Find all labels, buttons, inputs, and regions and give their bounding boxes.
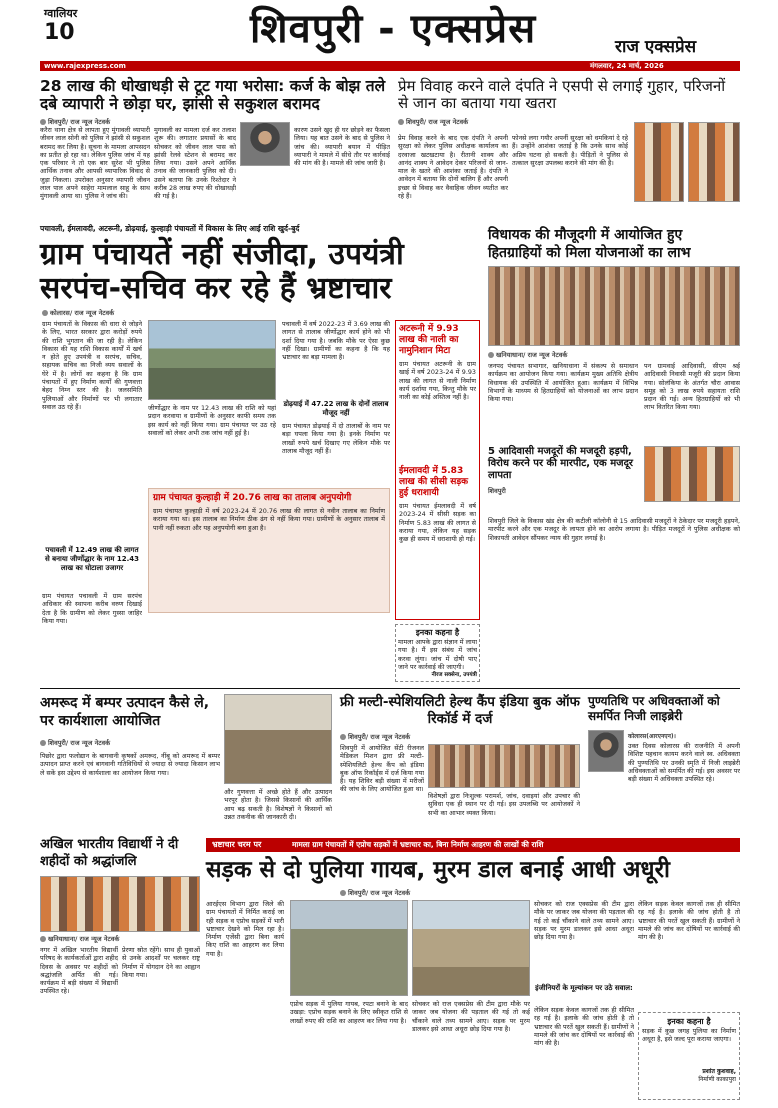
health-col1: शिवपुरी में आयोजित सेंटी रीजनल मेडिकल मिशन द्वारा फ्री मल्टी-स्पेशियलिटी हेल्थ कैंप को इंडिया बुक ऑफ रिकॉर्ड्स में दर्ज किया गया है। यह शिविर बड़ी संख्या में मरीजों की जांच के लिए आयोजित हुआ था। [340, 744, 424, 794]
martyrs-col1: नगर में अखिल भारतीय विद्यार्थी परिषद के कार्यकर्ताओं द्वारा शहीद दिवस के अवसर पर शहीदों को श्रद्धांजलि अर्पित की गई। कार्यक्रम में बड़ी संख्या में विद्यार्थी उपस्थित रहे। [40, 946, 118, 996]
divider [40, 688, 740, 689]
roads-byline-text: शिवपुरी/ राज न्यूज नेटवर्क [348, 889, 411, 897]
panchayat-col1: ग्राम पंचायतों के विकास की धारा से जोड़ने के लिए, भारत सरकार द्वारा करोड़ों रुपये की राशि भुगतान की जा रही है। लेकिन विकास की यह राशि विकास कार्यों में खर्च न होते हुए उपयंत्री व सरपंच, सचिव, सहायक सचिव का निजी व्यय सवालों के घेरे में है। लोगों का कहना है कि ग्राम पंचायतों में हुए निर्माण कार्यों की गुणवत्ता बेहद निम्न स्तर की है। जलसमिति पुलियाओं और निर्माणों पर भी लगातार सवाल उठ रहे हैं। [42, 320, 142, 411]
love-headline[interactable]: प्रेम विवाह करने वाले दंपति ने एसपी से लगाई गुहार, परिजनों से जान का बताया गया खतरा [398, 77, 726, 113]
panchayat-subhead2: डोढ़याई में 47.22 लाख के दोनों तालाब मौजूद नहीं [283, 400, 389, 417]
roads-col2: एप्रोच सड़क में पुलिया गायब, रपटा बनाने के बाद उखड़ा: एप्रोच सड़क बनाने के लिए स्वीकृत राशि से लाखों रुपए की राशि का आहरण कर लिया गया है। [290, 1000, 408, 1025]
health-col2: विशेषज्ञों द्वारा निःशुल्क परामर्श, जांच, दवाइयां और उपचार की सुविधा एक ही स्थान पर दी गई। इस उपलब्धि पर आयोजकों ने सभी का आभार व्यक्त किया। [428, 792, 580, 817]
guava-byline [40, 738, 110, 747]
page-title: शिवपुरी - एक्सप्रेस [250, 6, 537, 52]
health-byline-text: शिवपुरी/ राज न्यूज नेटवर्क [348, 733, 411, 741]
roads-headline[interactable]: सड़क से दो पुलिया गायब, मुरम डाल बनाई आधी अधूरी [206, 857, 670, 883]
quote-text: मामला आपके द्वारा संज्ञान में लाया गया है। मैं इस संबंध में जांच करवा लूंगा। जांच में दोषी पाए जाने पर कार्रवाई की जाएगी। [398, 638, 477, 670]
lead-col3: कारण उसने खुद ही घर छोड़ने का फैसला लिया। यह बात उसने के बाद से पुलिस ने जांच की। व्यापारी बयान में पीड़ित व्यापारी ने मामले में सीधे तौर पर कार्रवाई की मांग की है। मामले की जांच जारी है। [294, 126, 390, 168]
quote-box [395, 624, 480, 682]
guava-byline-text: शिवपुरी/ राज न्यूज नेटवर्क [48, 739, 111, 747]
guava-headline[interactable]: अमरूद में बम्पर उत्पादन कैसे ले, पर कार्यशाला आयोजित [40, 695, 210, 729]
martyrs-col2: प्रेरणा स्रोत रहेंगे। साथ ही युवाओं से उनके आदर्शों पर चलकर राष्ट्र निर्माण में योगदान देने का आह्वान किया गया। [122, 946, 200, 979]
masthead [0, 0, 778, 70]
love-col1: प्रेम विवाह करने के बाद एक दंपति ने अपनी सुरक्षा को लेकर पुलिस अधीक्षक कार्यालय का दरवाजा खटखटाया है। रीतानी शाक्य और आनंद शाक्य ने आवेदन देकर परिजनों से जान-माल के खतरे की आशंका जताई है। दंपति ने आवेदन में बताया कि दोनों बालिग हैं और अपनी इच्छा से विवाह कर वैवाहिक जीवन व्यतीत कर रहे हैं। [398, 134, 508, 201]
library-byline: कोलारस(आरएनएन)। [628, 733, 676, 740]
atruni-headline[interactable]: अटरूनी में 9.93 लाख की नाली का नामुनिशान मिटा [399, 324, 459, 356]
labourer-byline: शिवपुरी [488, 487, 506, 495]
martyrs-byline-text: खनियाधाना/ राज न्यूज नेटवर्क [48, 935, 120, 943]
panchayat-col3: पचावली में वर्ष 2022-23 में 3.69 लाख की लागत से तालाब जीर्णोद्धार कार्य होने को भी दर्शा दिया गया है। जबकि मौके पर ऐसा कुछ नहीं दिखा। ग्रामीणों का कहना है कि यह भ्रष्टाचार का बड़ा मामला है। [282, 320, 390, 362]
library-headline[interactable]: पुण्यतिथि पर अधिवक्ताओं को समर्पित निजी लाइब्रेरी [588, 694, 720, 723]
kulhadi-text: ग्राम पंचायत कुल्हाड़ी में वर्ष 2023-24 में 20.76 लाख की लागत से नवीन तालाब का निर्माण कराया गया था। इस तालाब का निर्माण ठीक ढंग से नहीं किया गया। ग्रामीणों के अनुसार तालाब में पानी नहीं रुकता और यह अनुपयोगी बना हुआ है। [153, 507, 385, 532]
health-photo [428, 744, 580, 788]
lead-story [40, 78, 390, 220]
health-byline [340, 732, 410, 741]
guava-photo [224, 694, 332, 784]
byline-dot-icon [340, 734, 346, 740]
love-photo-1 [634, 122, 684, 202]
page-number: 10 [44, 20, 75, 45]
roads-quote-text: सड़क में कुछ जगह पुलिया का निर्माण अधूरा है, इसे जल्द पूरा कराया जाएगा। [642, 1027, 736, 1044]
roads-quote-title: इनका कहना है [667, 1017, 711, 1026]
love-col2: फोनसे लगा गयौर अपनीं सुरक्षा को धमकियां दे रहे हैं। उन्होंने आशंका जताई है कि उनके साथ कोई अप्रिय घटना हो सकती है। पीड़ितों ने पुलिस से तत्काल सुरक्षा उपलब्ध कराने की मांग की है। [512, 134, 628, 167]
love-photo-2 [688, 122, 740, 202]
panchayat-kicker: पचावली, ईमलावदी, अटरूनी, डोढ़याई, कुल्हाड़ी पंचायतों में विकास के लिए आई राशि खुर्द-बुर्द [40, 224, 300, 233]
byline-dot-icon [398, 119, 404, 125]
atruni-sidebar [395, 320, 480, 620]
roads-col3: सोचकर को राज एक्सप्रेस की टीम द्वारा मौके पर जाकर जब योजना की पड़ताल की गई तो कई चौंकाने वाले तथ्य सामने आए। सड़क पर मुरम डालकर इसे आधा अधूरा छोड़ दिया गया है। [412, 1000, 530, 1033]
atruni-text: ग्राम पंचायत अटरूनी के ग्राम खाई में वर्ष 2023-24 में 9.93 लाख की लागत से नाली निर्माण कार्य दर्शाया गया, किन्तु मौके पर नाली का कोई अस्तित्व नहीं है। [399, 360, 476, 402]
roads-col3-top: सोचकर को राज एक्सप्रेस की टीम द्वारा मौके पर जाकर जब योजना की पड़ताल की गई तो कई चौंकाने वाले तथ्य सामने आए। सड़क पर मुरम डालकर इसे आधा अधूरा छोड़ दिया गया है। [534, 900, 634, 942]
emlavadi-text: ग्राम पंचायत ईमलावदी में वर्ष 2023-24 में सीसी सड़क का निर्माण 5.83 लाख की लागत से कराया गया, लेकिन यह सड़क कुछ ही समय में धराशायी हो गई। [399, 502, 476, 544]
lead-byline [40, 117, 390, 126]
labourer-text: शिवपुरी जिले के विकास खंड क्षेत्र की कटीली कॉलोनी से 15 आदिवासी मजदूरों ने ठेकेदार पर मजदूरी हड़पने, मारपीट करने और एक मजदूर के लापता होने का आरोप लगाया है। पीड़ित मजदूरों ने पुलिस अधीक्षक को शिकायती आवेदन सौंपकर न्याय की गुहार लगाई है। [488, 517, 740, 542]
love-marriage-story [398, 78, 740, 220]
byline-dot-icon [40, 936, 46, 942]
quote-name: नीरज सक्सेना, उपयंत्री [431, 672, 477, 678]
byline-dot-icon [42, 310, 48, 316]
emlavadi-headline[interactable]: ईमलावदी में 5.83 लाख की सीसी सड़क हुई धराशायी [399, 466, 469, 498]
panchayat-byline [42, 308, 114, 317]
scheme-col1: जनपद पंचायत सभागार, खनियाधाना में संकल्प से समाधान कार्यक्रम का आयोजन किया गया। कार्यक्रम मुख्य अतिथि क्षेत्रीय विधायक की उपस्थिति में आयोजित हुआ। कार्यक्रम में विभिन्न विभागों के माध्यम से हितग्राहियों को योजनाओं का लाभ प्रदान किया गया। [488, 362, 638, 404]
scheme-headline[interactable]: विधायक की मौजूदगी में आयोजित हुए हितग्राहियों को मिला योजनाओं का लाभ [488, 227, 691, 261]
roads-col4-right: लेकिन सड़क केवल कागजों तक ही सीमित रह गई है। इलाके की जांच होती है तो भ्रष्टाचार की परतें खुल सकती हैं। ग्रामीणों ने मामले की जांच कर दोषियों पर कार्रवाई की मांग की है। [638, 900, 740, 942]
martyrs-headline[interactable]: अखिल भारतीय विद्यार्थी ने दी शहीदों को श्रद्धांजलि [40, 837, 179, 869]
roads-photo-2 [412, 900, 530, 996]
roads-quote-role: निर्माणी काकापुरा [698, 1076, 736, 1083]
scheme-byline-text: खनियाधाना/ राज न्यूज नेटवर्क [496, 351, 568, 359]
kulhadi-story [148, 488, 390, 613]
labourer-headline[interactable]: 5 आदिवासी मजदूरों की मजदूरी हड़पी, विरोध करने पर की मारपीट, एक मजदूर लापता [488, 446, 634, 481]
scheme-byline [488, 350, 567, 359]
panchayat-headline[interactable]: ग्राम पंचायतें नहीं संजीदा, उपयंत्री सरपंच-सचिव कर रहे हैं भ्रष्टाचार [40, 237, 404, 306]
roads-kicker: मामला ग्राम पंचायतों में एप्रोच सड़कों में भ्रष्टाचार का, बिना निर्माण आहरण की लाखों की राशि [292, 840, 544, 849]
date: मंगलवार, 24 मार्च, 2026 [590, 62, 664, 70]
roads-photo-1 [290, 900, 408, 996]
roads-quote-box [638, 1012, 740, 1100]
byline-dot-icon [488, 352, 494, 358]
brand-logo: राज एक्सप्रेस [615, 37, 697, 57]
roads-byline [340, 888, 410, 897]
love-byline-text: शिवपुरी/ राज न्यूज नेटवर्क [406, 117, 469, 126]
panchayat-byline-text: कोलारस/ राज न्यूज नेटवर्क [50, 309, 115, 317]
roads-col4: लेकिन सड़क केवल कागजों तक ही सीमित रह गई है। इलाके की जांच होती है तो भ्रष्टाचार की परतें खुल सकती हैं। ग्रामीणों ने मामले की जांच कर दोषियों पर कार्रवाई की मांग की है। [534, 1006, 634, 1048]
lead-photo [240, 122, 290, 166]
byline-dot-icon [40, 119, 46, 125]
scheme-col2: पन ग्रामवाई आदिवासी, सीएम श्रई आदिवासी निवासी मजूरी की प्रदान किया गया। सोलंकिया के अंतर्गत चौरा आवास समूह को 3 लाख रुपये सहायता राशि प्रदान की गई। अन्य हितग्राहियों को भी लाभ वितरित किया गया। [644, 362, 740, 412]
panchayat-subhead1: पचावली में 12.49 लाख की लागत से बनाया जीर्णोद्धार के नाम 12.43 लाख का घोटाला उजागर [44, 546, 140, 572]
website: www.rajexpress.com [44, 62, 126, 70]
roads-strap: भ्रष्टाचार चरम पर [212, 840, 262, 849]
roads-quote-name: प्रशांत कुशवाह, [702, 1068, 736, 1075]
kulhadi-headline[interactable]: ग्राम पंचायत कुल्हाड़ी में 20.76 लाख का तालाब अनुपयोगी [153, 493, 352, 503]
panchayat-col2: जीर्णोद्धार के नाम पर 12.43 लाख की राशि को यहां प्रदान करवाया व ग्रामीणों के अनुसार काफी समय तक इस कार्य को नहीं किया गया। ग्राम पंचायत पर उठ रहे सवालों को लेकर अभी तक जांच नहीं हुई है। [148, 404, 276, 437]
city-label: ग्वालियर [44, 7, 78, 20]
lead-byline-text: शिवपुरी/ राज न्यूज नेटवर्क [48, 117, 111, 126]
panchayat-photo [148, 320, 276, 400]
roads-col1: आरईएस विभाग द्वारा जिले की ग्राम पंचायतों में निर्मित कराई जा रही सड़क व एप्रोच सड़कों में भारी भ्रष्टाचार देखने को मिल रहा है। निर्माण एजेंसी द्वारा बिना कार्य किए राशि का आहरण कर लिया गया है। [206, 900, 284, 958]
health-headline[interactable]: फ्री मल्टी-स्पेशियलिटी हेल्थ कैंप इंडिया बुक ऑफ रिकॉर्ड में दर्ज [340, 694, 580, 727]
martyrs-byline [40, 934, 119, 943]
lead-col1: करैरा थाना क्षेत्र से लापता हुए मुंगावली व्यापारी जीवन लाल सोनी को पुलिस ने झांसी से सकुशल बरामद कर लिया है। सूचना के मामला आपसदन का प्रतीत हो रहा था। लेकिन पुलिस जांच में यह एक परिवार ने तो एक बार सुरेश भी पुलिस आर्थिक तनाव और आपसी व्यापारिक विवाद से जुड़ा निकला। उपरोक्त अनुसार व्यापारी जीवन लाल पाल अपने साहेरा मामलाल साहू के साथ मुंगावली आया था। पुलिस ने जांच की। [40, 126, 150, 201]
lead-col2: मुगावली का मामला दर्ज कर तलाश शुरू की। लगातार प्रयासों के बाद सोचकर को जीवन लाल पास को झांसी रेलवे स्टेशन से बरामद कर लिया गया। उसने अपने आर्थिक तनाव की जानकारी पुलिस को दी। उसने बताया कि उनके रिश्तेदार ने करीब 28 लाख रुपए की धोखाधड़ी की गई है। [154, 126, 236, 201]
guava-col1: पिछोर द्वारा फलोद्यान के बागवानी कृषकों अमरूद, नींबू को अमरूद में बम्पर उत्पादन प्राप्त करने एवं बागवानी गतिविधियों से ज्यादा से ज्यादा किसान लाभ ले सकें इस उद्देश्य से कार्यशाला का आयोजन किया गया। [40, 752, 220, 777]
roads-subhead: इंजीनियरों के मूल्यांकन पर उठे सवाल: [535, 984, 633, 992]
guava-col2: और गुणवत्ता में अच्छे होते हैं और उत्पादन भरपूर होता है। जिससे किसानों की आर्थिक आय बढ़ सकती है। विशेषज्ञों ने किसानों को उन्नत तकनीक की जानकारी दी। [224, 788, 332, 821]
labourer-photo [644, 446, 740, 502]
library-photo [588, 730, 624, 772]
panchayat-col3b: ग्राम पंचायत डोढ़याई में दो तालाबों के नाम पर बड़ा घपला किया गया है। इनके निर्माण पर लाखों रुपये खर्च दिखाए गए लेकिन मौके पर तालाब मौजूद नहीं हैं। [282, 422, 390, 455]
scheme-photo [488, 266, 740, 346]
martyrs-photo [40, 876, 200, 932]
labourer-story [488, 446, 740, 622]
quote-title: इनका कहना है [415, 628, 460, 637]
library-text: उक्त दिवस कोलारस की राजनीति में अपनी विशिष्ट पहचान कायम करने वाले स्व. अधिवक्ता की पुण्यतिथि पर उनकी स्मृति में निजी लाइब्रेरी अधिवक्ताओं को समर्पित की गई। इस अवसर पर बड़ी संख्या में अधिवक्ता उपस्थित रहे। [628, 742, 740, 784]
byline-dot-icon [40, 740, 46, 746]
panchayat-col1b: ग्राम पंचायत पचावली में ग्राम सरपंच अधिकार की स्थापना करीब वरुण दिखाई देता है कि ग्रामीण को लेकर गुस्सा जाहिर किया गया। [42, 592, 142, 625]
lead-headline[interactable]: 28 लाख की धोखाधड़ी से टूट गया भरोसा: कर्ज के बोझ तले दबे व्यापारी ने छोड़ा घर, झांसी से सकुशल बरामद [40, 77, 386, 113]
byline-dot-icon [340, 890, 346, 896]
